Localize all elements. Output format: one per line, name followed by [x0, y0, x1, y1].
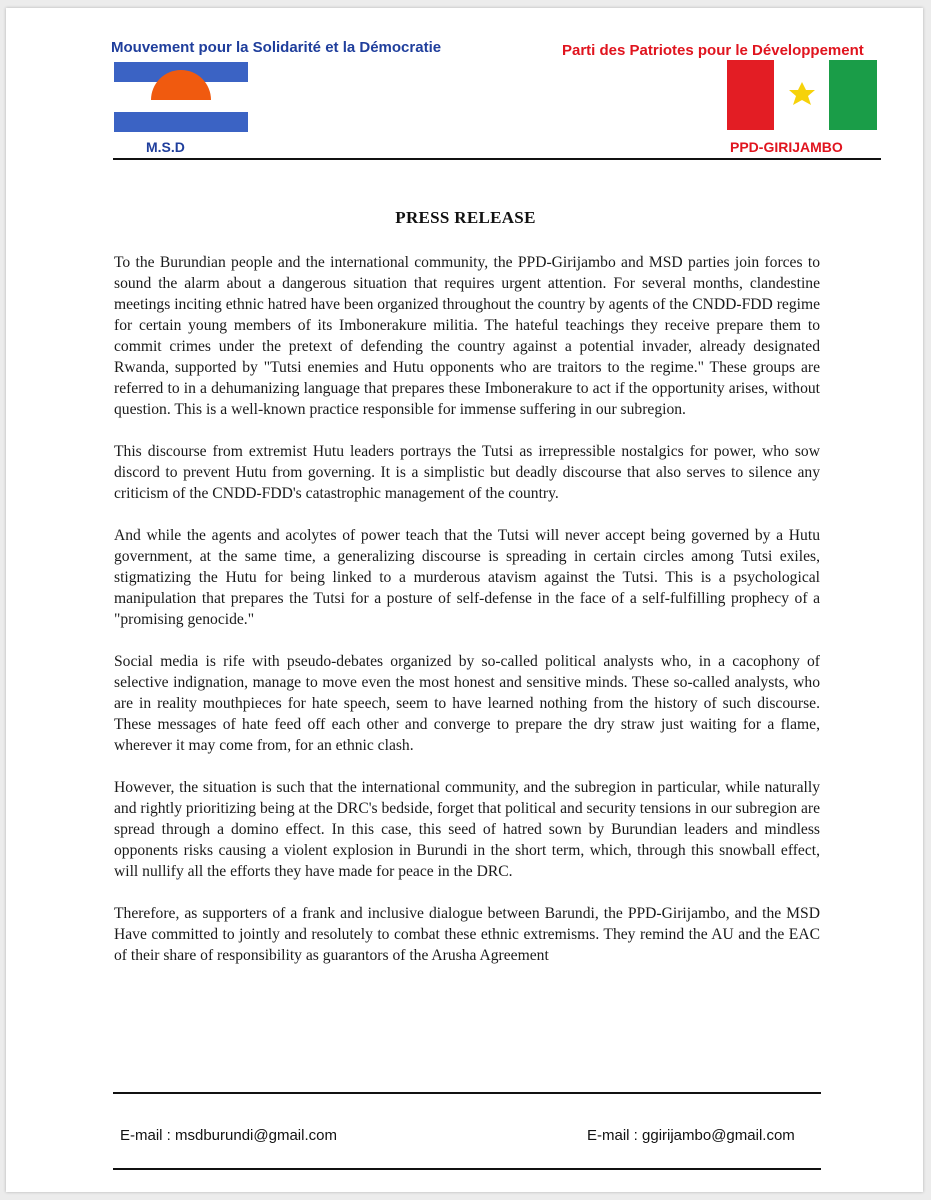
- footer-divider-bottom: [113, 1168, 821, 1170]
- msd-abbreviation: M.S.D: [146, 139, 185, 155]
- page-title: PRESS RELEASE: [395, 208, 536, 227]
- ppd-party-name: Parti des Patriotes pour le Développement: [562, 42, 864, 59]
- paragraph-4: Social media is rife with pseudo-debates organized by so-called political analysts who, in a cacophony of selective indignation, manage to move even the most honest and sensitive minds. These so-called analysts, who are in reality mouthpieces for hate speech, seem to have learned nothing from the history of such discourse. These messages of hate feed off each other and converge to prepare the dry straw just waiting for a flame, wherever it may come from, for an ethnic clash.: [114, 653, 820, 754]
- press-release-body: [114, 252, 820, 966]
- paragraph-3: And while the agents and acolytes of power teach that the Tutsi will never accept being governed by a Hutu government, at the same time, a generalizing discourse is spreading in certain circles among Tutsi exiles, stigmatizing the Hutu for being linked to a murderous atavism against the Tutsi. This is a psychological manipulation that prepares the Tutsi for a posture of self-defense in the face of a self-fulfilling prophecy of a "promising genocide.": [114, 527, 820, 628]
- paragraph-2: This discourse from extremist Hutu leaders portrays the Tutsi as irrepressible nostalgics for power, who sow discord to prevent Hutu from governing. It is a simplistic but deadly discourse that also serves to silence any criticism of the CNDD-FDD's catastrophic management of the country.: [114, 443, 820, 502]
- msd-flag-icon: [114, 62, 248, 132]
- ppd-abbreviation: PPD-GIRIJAMBO: [730, 139, 843, 155]
- paragraph-1: To the Burundian people and the international community, the PPD-Girijambo and MSD parties join forces to sound the alarm about a dangerous situation that requires urgent attention. For several months, clandestine meetings inciting ethnic hatred have been organized throughout the country by agents of the CNDD-FDD regime for certain young members of its Imbonerakure militia. The hateful teachings they receive prepare them to commit crimes under the pretext of defending the country against a potential invader, already designated Rwanda, supported by "Tutsi enemies and Hutu opponents who are traitors to the regime." These groups are referred to in a dehumanizing language that prepares these Imbonerakure to act if the opportunity arises, without question. This is a well-known practice responsible for immense suffering in our subregion.: [114, 254, 821, 418]
- ppd-email: E-mail : ggirijambo@gmail.com: [587, 1127, 795, 1144]
- msd-party-name: Mouvement pour la Solidarité et la Démocratie: [111, 39, 442, 56]
- msd-email: E-mail : msdburundi@gmail.com: [120, 1127, 337, 1144]
- ppd-flag-icon: [727, 60, 877, 130]
- header-divider: [113, 158, 881, 160]
- footer-divider-top: [113, 1092, 821, 1094]
- paragraph-5: However, the situation is such that the international community, and the subregion in particular, while naturally and rightly prioritizing being at the DRC's bedside, forget that political and security tensions in our subregion are spread through a domino effect. In this case, this seed of hatred sown by Burundian leaders and mindless opponents risks causing a violent explosion in Burundi in the short term, which, through this snowball effect, will nullify all the efforts they have made for peace in the DRC.: [114, 779, 820, 880]
- paragraph-6: Therefore, as supporters of a frank and inclusive dialogue between Barundi, the PPD-Girijambo, and the MSD Have committed to jointly and resolutely to combat these ethnic extremisms. They remind the AU and the EAC of their share of responsibility as guarantors of the Arusha Agreement: [114, 905, 820, 964]
